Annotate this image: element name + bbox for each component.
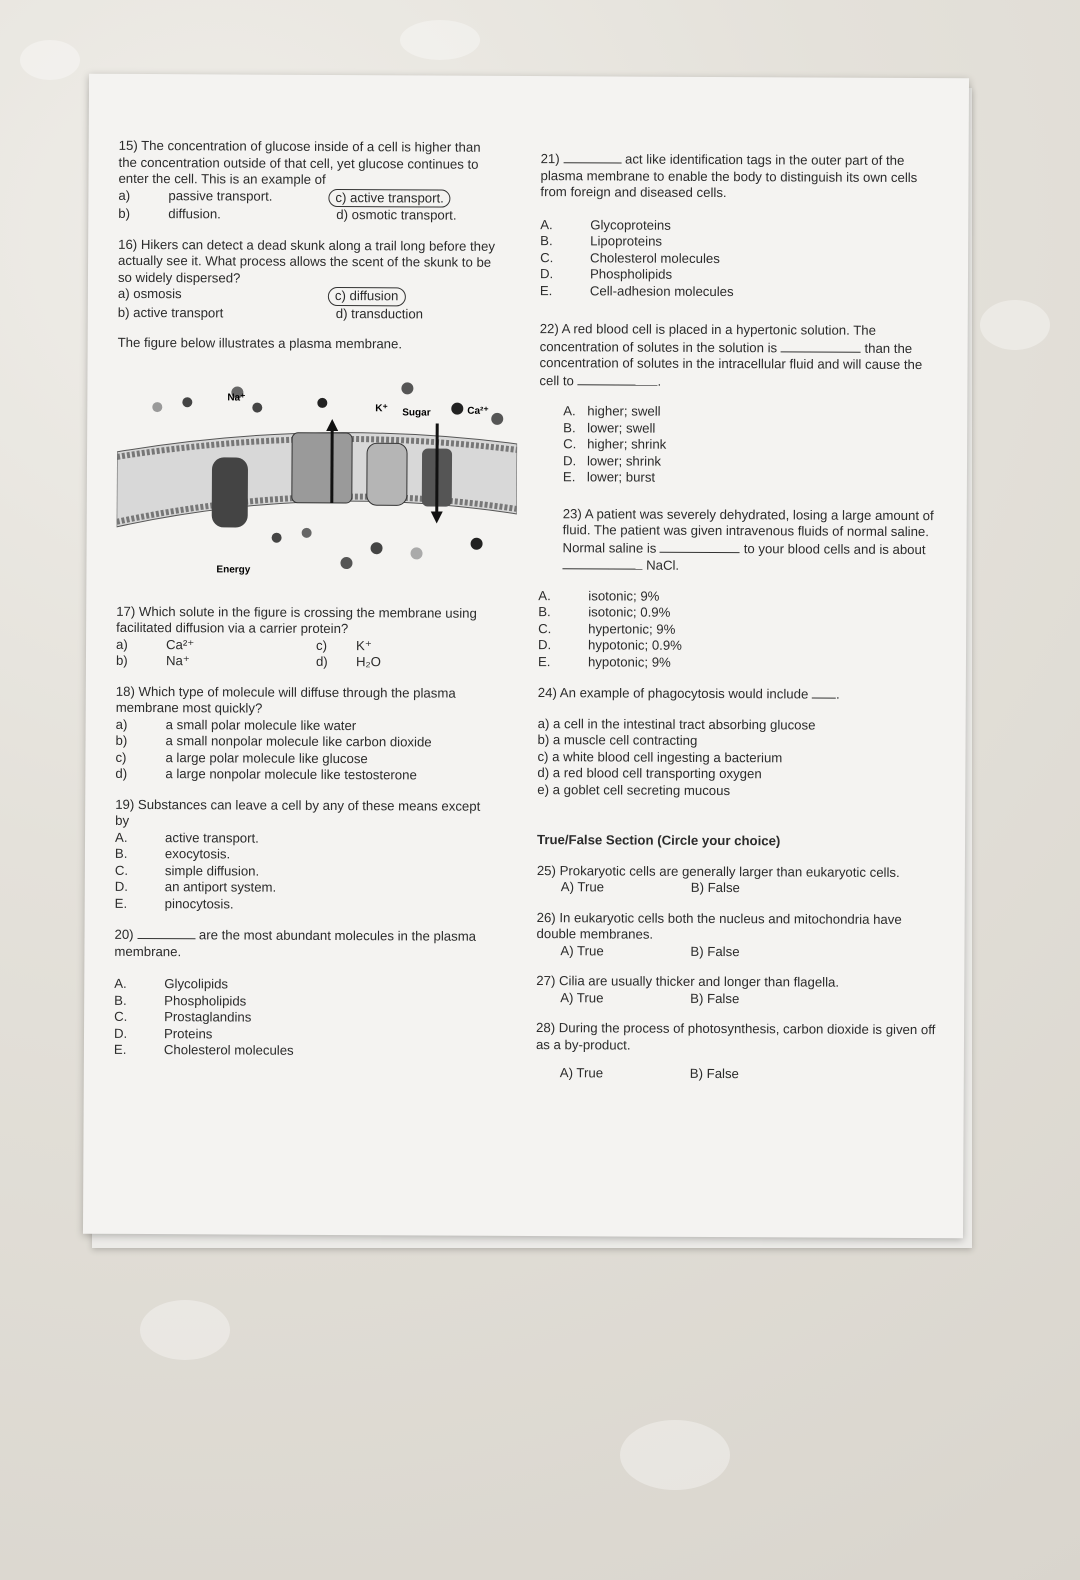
question-stem xyxy=(562,506,938,576)
solute-dot xyxy=(491,412,503,424)
label-energy: Energy xyxy=(216,563,251,576)
carpet-texture xyxy=(140,1300,230,1360)
option-text: lower; burst xyxy=(586,469,656,485)
option-letter: D. xyxy=(562,452,577,468)
carpet-texture xyxy=(980,300,1050,350)
options-list xyxy=(563,403,939,487)
carpet-texture xyxy=(20,40,80,80)
option-text: diffusion. xyxy=(168,206,221,222)
option-text: higher; swell xyxy=(587,403,661,419)
option-text: lower; shrink xyxy=(586,452,662,469)
circled-answer: c) active transport. xyxy=(328,188,451,207)
option-letter: A. xyxy=(114,975,127,991)
option-text: d) osmotic transport. xyxy=(336,207,457,223)
option-letter: d) xyxy=(315,653,328,669)
carpet-texture xyxy=(620,1420,730,1490)
option-letter: D. xyxy=(113,1025,128,1041)
option-text: Lipoproteins xyxy=(590,233,663,249)
option-text: Na⁺ xyxy=(165,653,190,669)
label-sugar: Sugar xyxy=(402,406,431,418)
label-na: Na⁺ xyxy=(227,391,246,404)
option-text: a large nonpolar molecule like testosterone xyxy=(165,766,417,783)
option-text: Cholesterol molecules xyxy=(163,1042,294,1058)
option-text: Prostaglandins xyxy=(164,1009,252,1025)
option-letter: D. xyxy=(539,266,554,282)
option-letter: A. xyxy=(540,216,553,232)
question-stem: 15) The concentration of glucose inside of a cell is higher than the concentration outside of that cell, yet glucose continues to enter the cell. This is an example of xyxy=(118,137,481,187)
option-letter: a) xyxy=(118,187,131,203)
option-text: passive transport. xyxy=(168,187,273,204)
option-letter: E. xyxy=(113,1041,127,1057)
question-18 xyxy=(115,683,496,784)
option-text: Cell-adhesion molecules xyxy=(589,282,734,299)
options-list xyxy=(538,588,938,673)
question-stem: 19) Substances can leave a cell by any of these means except by xyxy=(115,796,481,828)
solute-dot xyxy=(317,397,327,407)
options-list xyxy=(115,716,495,784)
solute-dot xyxy=(371,542,383,554)
worksheet-page xyxy=(83,74,969,1239)
option-text: Phospholipids xyxy=(164,992,247,1009)
option-text: simple diffusion. xyxy=(164,862,260,879)
option-text: a) a cell in the intestinal tract absorbing glucose xyxy=(537,715,816,733)
option-text: e) a goblet cell secreting mucous xyxy=(537,781,731,798)
question-text: 23) A patient was severely dehydrated, losing a large amount of fluid. The patient was given intravenous fluids of normal saline. Normal saline is xyxy=(562,505,934,556)
option-text: exocytosis. xyxy=(164,846,231,862)
question-stem: 25) Prokaryotic cells are generally larger than eukaryotic cells. xyxy=(536,862,900,880)
option-text: Glycolipids xyxy=(164,976,229,992)
option-letter: B. xyxy=(114,845,128,861)
question-20 xyxy=(114,926,495,1060)
option-text: Ca²⁺ xyxy=(166,636,195,652)
option-text: isotonic; 9% xyxy=(588,587,660,604)
right-column xyxy=(536,150,941,1098)
question-15 xyxy=(118,138,498,224)
question-17 xyxy=(116,603,496,671)
option-letter: A. xyxy=(538,587,551,603)
solute-dot xyxy=(302,527,312,537)
option-letter: a) xyxy=(116,636,128,652)
true-choice[interactable]: A) True xyxy=(560,989,604,1005)
option-letter: A. xyxy=(563,403,576,419)
option-text: higher; shrink xyxy=(587,436,667,452)
arrowhead-down xyxy=(431,511,443,523)
option-letter: c) xyxy=(115,749,127,765)
option-text: H₂O xyxy=(355,654,381,670)
option-text: hypotonic; 9% xyxy=(587,653,671,670)
question-23 xyxy=(562,506,938,576)
question-text: than the concentration of solutes in the intracellular fluid and will cause the cell to xyxy=(539,340,923,388)
question-text: are the most abundant molecules in the plasma membrane. xyxy=(114,927,477,959)
solute-dot xyxy=(152,402,162,412)
option-text: an antiport system. xyxy=(164,879,277,895)
solute-dot xyxy=(411,547,423,559)
option-letter: b) xyxy=(115,732,128,748)
true-choice[interactable]: A) True xyxy=(559,1065,604,1081)
option-text: d) transduction xyxy=(335,305,424,321)
answer-blank[interactable] xyxy=(781,339,861,352)
option-letter: E. xyxy=(539,282,553,298)
pump-protein xyxy=(212,457,248,527)
question-text: 24) An example of phagocytosis would include xyxy=(537,685,809,702)
question-19 xyxy=(115,796,496,913)
question-stem: 16) Hikers can detect a dead skunk along a trail long before they actually see it. What process allows the scent of the skunk to be so widely dispersed? xyxy=(117,236,495,285)
figure-intro: The figure below illustrates a plasma membrane. xyxy=(117,334,403,352)
question-28 xyxy=(536,1020,936,1084)
answer-blank[interactable] xyxy=(562,556,642,569)
question-stem: 22) A red blood cell is placed in a hypertonic solution. The concentration of solutes in the solution is than the concentration of solutes in the intracellular fluid and will cause the cell to . xyxy=(539,321,923,389)
solute-dot xyxy=(272,532,282,542)
false-choice[interactable]: B) False xyxy=(690,879,740,896)
answer-blank[interactable] xyxy=(660,539,740,552)
question-text: act like identification tags in the outer part of the plasma membrane to enable the body to distinguish its own cells from foreign and diseased cells. xyxy=(540,151,918,201)
option-letter: B. xyxy=(540,233,553,249)
true-choice[interactable]: A) True xyxy=(560,879,605,895)
solute-dot xyxy=(340,557,352,569)
options-list xyxy=(540,217,940,302)
option-letter: C. xyxy=(563,436,577,452)
question-number: 21) xyxy=(540,151,560,167)
option-text: Phospholipids xyxy=(589,266,673,282)
false-choice[interactable]: B) False xyxy=(690,943,740,959)
option-letter: B. xyxy=(563,419,576,435)
option-letter: E. xyxy=(562,469,576,485)
solute-dot xyxy=(451,402,463,414)
option-letter: C. xyxy=(538,620,552,636)
option-letter: C. xyxy=(540,249,554,265)
option-letter: C. xyxy=(114,1008,128,1024)
option-text: lower; swell xyxy=(587,419,656,436)
option-letter: B. xyxy=(538,604,551,620)
option-text: active transport. xyxy=(165,829,259,846)
option-letter: d) xyxy=(115,765,128,781)
solute-dot xyxy=(252,402,262,412)
option-letter: a) xyxy=(115,716,128,732)
option-text: c) a white blood cell ingesting a bacterium xyxy=(537,748,783,765)
option-text: Cholesterol molecules xyxy=(590,249,720,266)
options-list xyxy=(114,976,494,1060)
solute-dot xyxy=(401,382,413,394)
question-16 xyxy=(118,236,498,322)
carrier-protein xyxy=(367,443,407,505)
arrowhead-up xyxy=(326,418,338,430)
option-text: hypertonic; 9% xyxy=(588,620,676,637)
left-column xyxy=(114,138,499,1074)
label-ca: Ca²⁺ xyxy=(467,405,489,417)
tf-section-heading: True/False Section (Circle your choice) xyxy=(536,832,781,849)
option-text: Proteins xyxy=(163,1025,213,1041)
option-letter: D. xyxy=(114,878,129,894)
option-text: Glycoproteins xyxy=(590,216,671,233)
false-choice[interactable]: B) False xyxy=(690,990,740,1006)
question-stem: 27) Cilia are usually thicker and longer than flagella. xyxy=(536,973,840,990)
option-letter: A. xyxy=(115,829,128,845)
option-letter: E. xyxy=(537,653,551,669)
option-text: K⁺ xyxy=(356,637,372,653)
option-text: pinocytosis. xyxy=(164,895,234,911)
question-stem xyxy=(540,150,940,203)
true-choice[interactable]: A) True xyxy=(560,942,604,958)
channel-protein xyxy=(292,432,352,502)
false-choice[interactable]: B) False xyxy=(689,1065,739,1082)
option-text: hypotonic; 0.9% xyxy=(588,637,682,653)
answer-blank[interactable] xyxy=(563,150,621,163)
circled-answer: c) diffusion xyxy=(328,287,406,306)
option-text: a large polar molecule like glucose xyxy=(165,749,368,766)
option-text: a) osmosis xyxy=(117,285,182,302)
option-text: a small polar molecule like water xyxy=(165,716,357,733)
question-text: 22) A red blood cell is placed in a hypertonic solution. The concentration of solutes in the solution is xyxy=(539,321,876,355)
solute-dot xyxy=(471,537,483,549)
question-26 xyxy=(536,910,936,962)
carpet-texture xyxy=(400,20,480,60)
solute-dot xyxy=(182,397,192,407)
option-text: b) active transport xyxy=(117,304,224,320)
option-c-circled xyxy=(328,188,498,207)
plasma-membrane-figure xyxy=(116,361,497,583)
question-stem: 26) In eukaryotic cells both the nucleus and mitochondria have double membranes. xyxy=(536,909,902,942)
answer-blank[interactable] xyxy=(137,926,195,939)
question-21 xyxy=(540,150,941,301)
option-letter: B. xyxy=(114,992,127,1008)
question-text: NaCl. xyxy=(646,557,680,573)
question-number: 20) xyxy=(114,926,134,942)
options-list xyxy=(115,829,495,913)
question-27 xyxy=(536,973,936,1008)
option-text: a small nonpolar molecule like carbon dioxide xyxy=(165,733,432,750)
question-stem xyxy=(114,926,494,962)
option-letter: D. xyxy=(538,637,552,653)
question-22 xyxy=(539,321,940,488)
question-25 xyxy=(537,863,937,898)
option-letter: b) xyxy=(118,205,131,221)
question-text: to your blood cells and is about xyxy=(743,540,926,557)
option-letter: c) xyxy=(316,637,328,653)
question-stem: 17) Which solute in the figure is crossing the membrane using facilitated diffusion via a carrier protein? xyxy=(116,603,477,637)
question-stem: 18) Which type of molecule will diffuse through the plasma membrane most quickly? xyxy=(115,683,456,716)
question-stem: 24) An example of phagocytosis would include . xyxy=(537,685,840,702)
option-text: b) a muscle cell contracting xyxy=(537,732,698,748)
option-letter: C. xyxy=(114,862,129,878)
label-k: K⁺ xyxy=(375,402,388,414)
answer-blank[interactable] xyxy=(578,372,658,385)
option-letter: E. xyxy=(114,895,128,911)
option-text: d) a red blood cell transporting oxygen xyxy=(537,765,762,782)
answer-blank[interactable] xyxy=(812,685,836,698)
option-letter: b) xyxy=(115,652,128,668)
option-c-circled xyxy=(328,287,498,306)
membrane-illustration xyxy=(116,361,517,583)
question-24 xyxy=(537,684,938,800)
option-text: isotonic; 0.9% xyxy=(588,604,671,620)
question-stem: 28) During the process of photosynthesis, carbon dioxide is given off as a by-product. xyxy=(535,1020,936,1053)
